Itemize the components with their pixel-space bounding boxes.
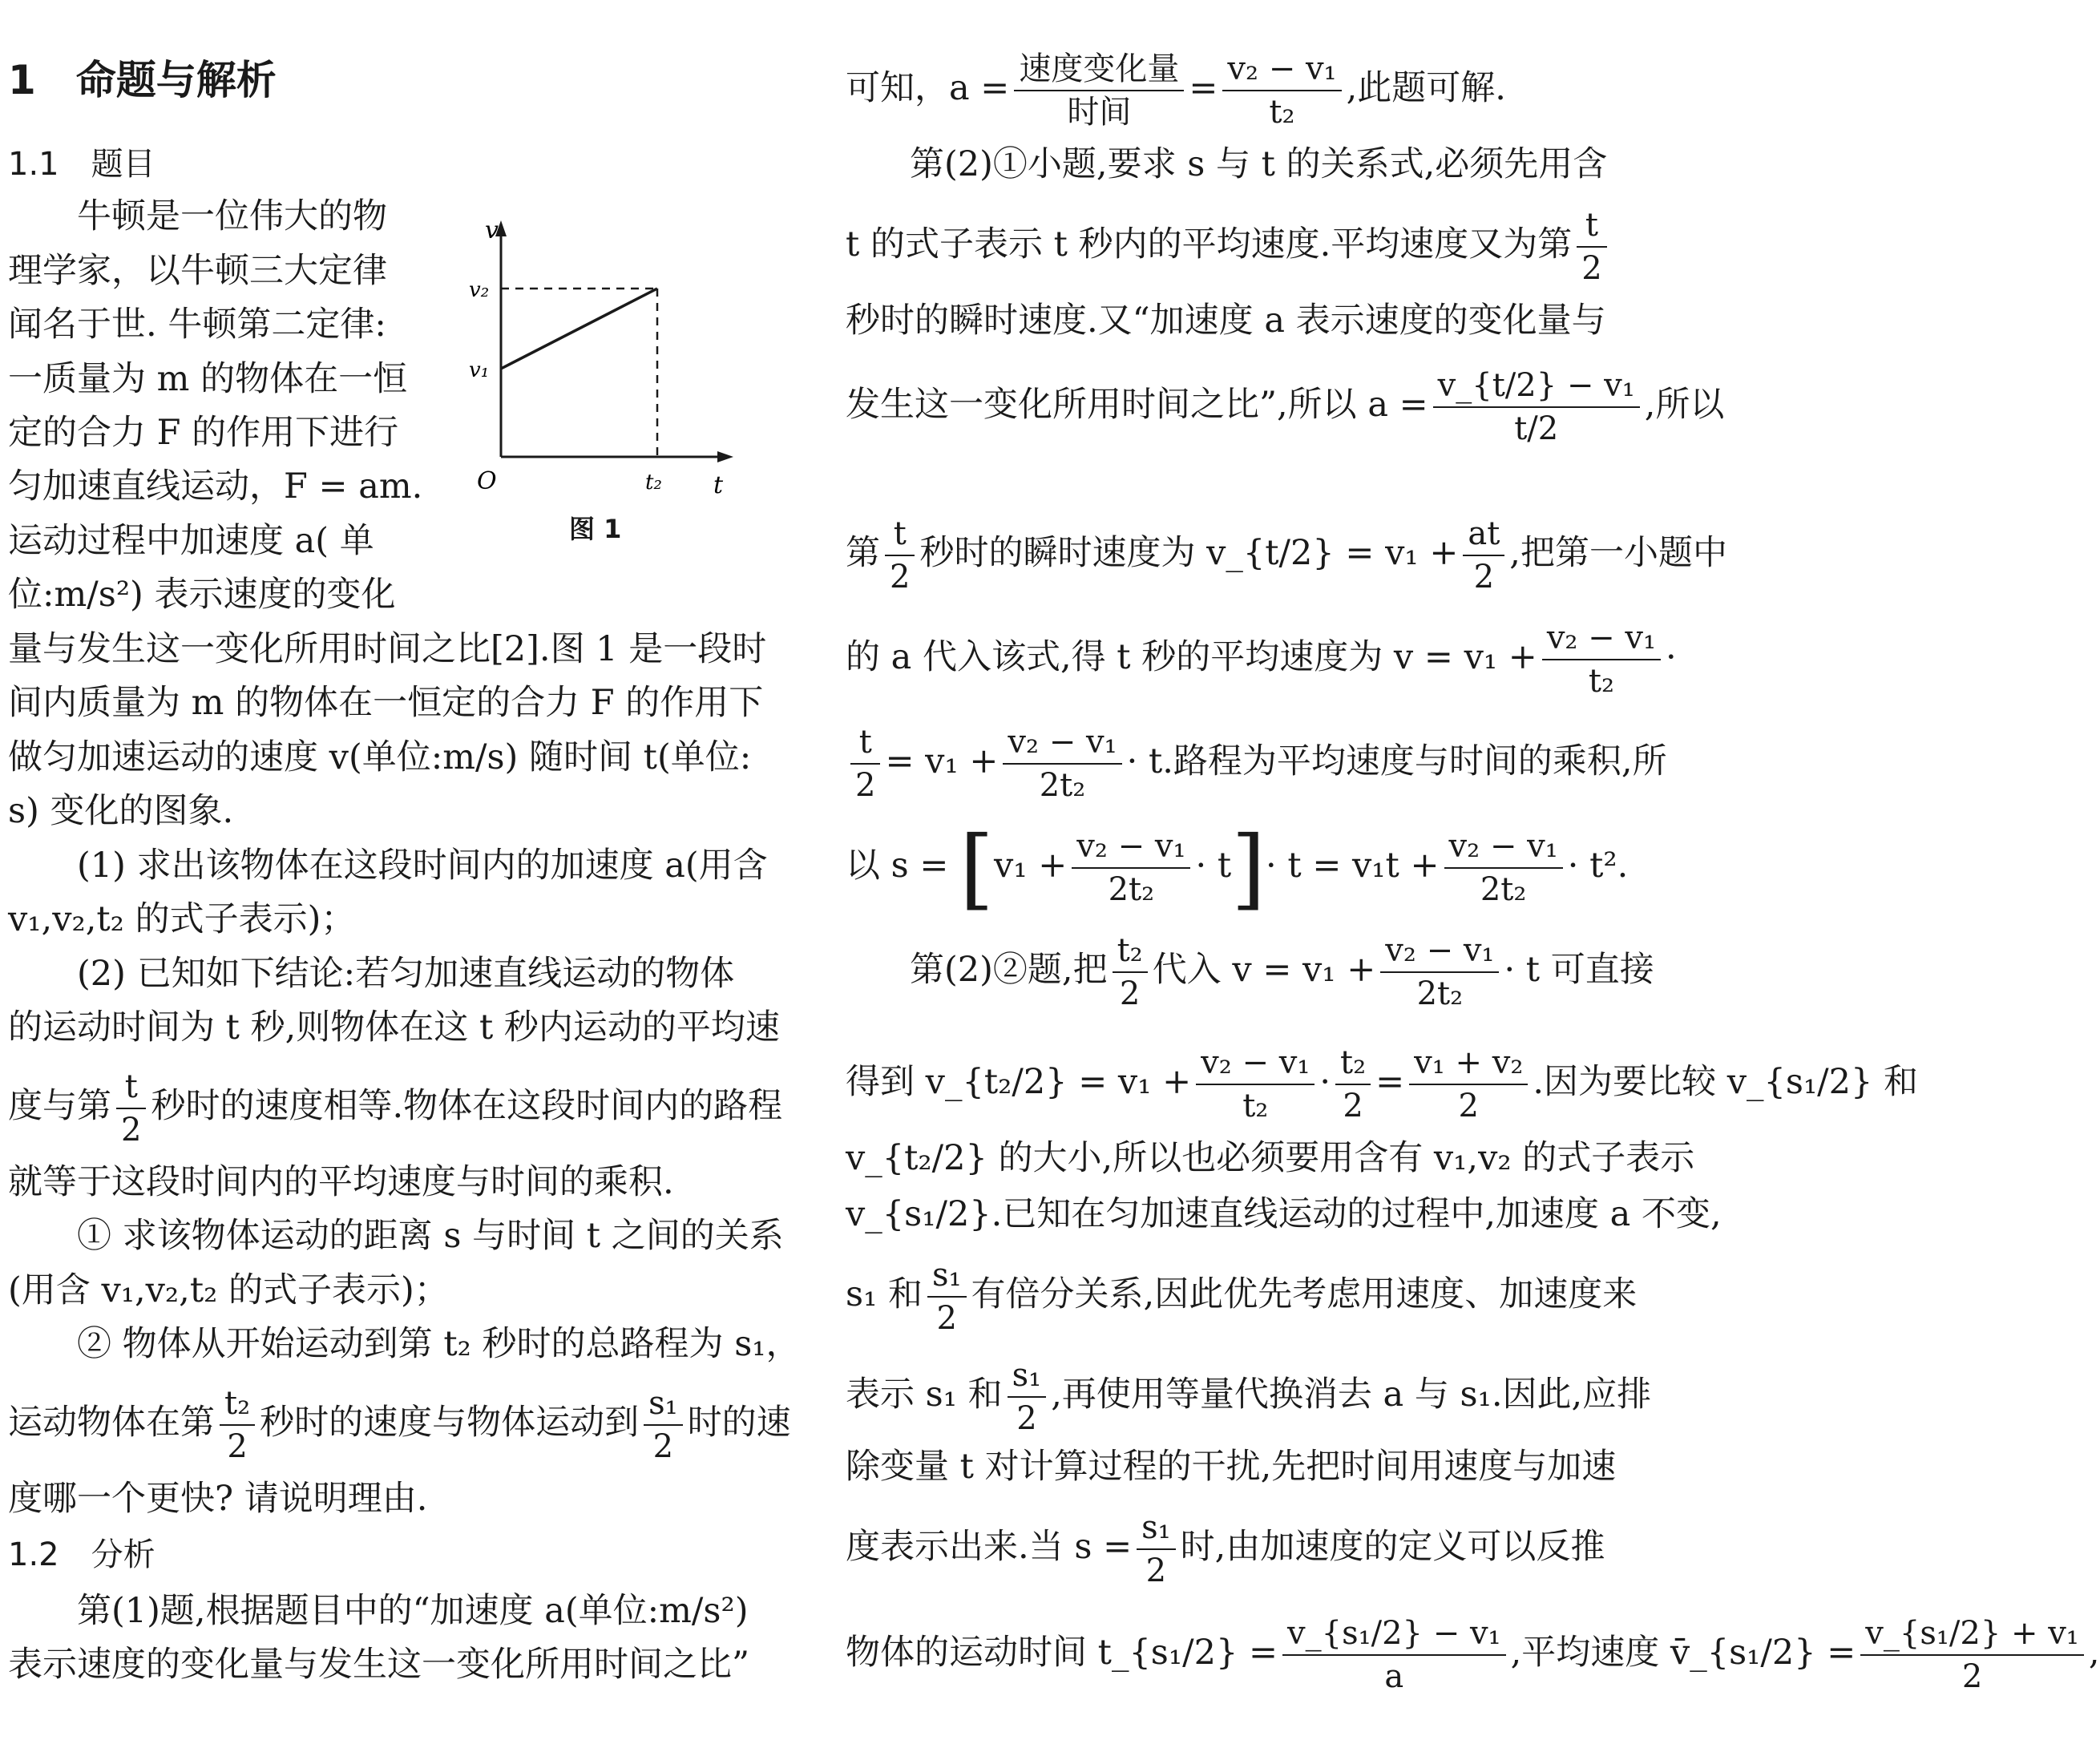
text: · (1666, 637, 1677, 677)
fraction (1014, 48, 1184, 133)
velocity-time-graph (453, 212, 749, 549)
r-line-11 (846, 1042, 1918, 1127)
q2-line: (2) 已知如下结论:若匀加速直线运动的物体 (77, 954, 735, 994)
text: 第 (846, 533, 880, 573)
numerator: v_{s₁/2} − v₁ (1282, 1613, 1506, 1656)
denominator: t₂ (1242, 1088, 1269, 1124)
para1-line: 定的合力 F 的作用下进行 (8, 413, 399, 453)
text: 第(2)②题,把 (910, 950, 1108, 990)
q2b-line: 度哪一个更快? 请说明理由. (8, 1479, 428, 1519)
r-line-1 (846, 48, 1506, 133)
fraction (1196, 1042, 1315, 1127)
numerator: s₁ (1137, 1507, 1176, 1550)
section-title: 1 命题与解析 (8, 57, 277, 103)
numerator: v₂ − v₁ (1072, 826, 1190, 869)
y-axis-label: v (485, 216, 499, 244)
para1-line: 位:m/s²) 表示速度的变化 (8, 575, 396, 615)
text: ,平均速度 v̄_{s₁/2} = (1510, 1633, 1856, 1673)
text: 秒时的瞬时速度为 v_{t/2} = v₁ + (919, 533, 1459, 573)
text: ,此题可解. (1346, 68, 1506, 108)
numerator: v₂ − v₁ (1444, 826, 1563, 869)
para1-full-line: 做匀加速运动的速度 v(单位:m/s) 随时间 t(单位: (8, 737, 752, 777)
para1-line: 闻名于世. 牛顿第二定律: (8, 305, 386, 345)
denominator: 2 (1473, 559, 1495, 595)
para1-line: 匀加速直线运动，F = am. (8, 466, 423, 507)
numerator: at (1463, 513, 1504, 556)
r-line-4: 秒时的瞬时速度.又“加速度 a 表示速度的变化量与 (846, 301, 1606, 341)
v1-label: v₁ (469, 358, 490, 382)
numerator: v₂ − v₁ (1003, 721, 1121, 765)
v2-label: v₂ (469, 278, 490, 302)
numerator: s₁ (644, 1383, 683, 1426)
denominator: 2t₂ (1416, 975, 1464, 1012)
text: 可知，a = (846, 68, 1010, 108)
numerator: t₂ (1113, 930, 1148, 973)
q2a-line: (用含 v₁,v₂,t₂ 的式子表示)； (8, 1270, 449, 1310)
fraction (1463, 513, 1504, 598)
text: ,把第一小题中 (1509, 533, 1727, 573)
text: 秒时的速度与物体运动到 (260, 1403, 640, 1443)
left-bracket: [ (959, 817, 995, 919)
figure-caption: 图 1 (569, 514, 622, 544)
para1-line: 一质量为 m 的物体在一恒 (8, 359, 408, 399)
text: · t². (1567, 846, 1629, 886)
t2-label: t₂ (645, 470, 662, 495)
denominator: 2t₂ (1039, 767, 1086, 804)
denominator: 2 (1961, 1658, 1983, 1695)
r-line-17 (846, 1507, 1605, 1592)
text: · t.路程为平均速度与时间的乘积,所 (1126, 741, 1667, 781)
text: · t = v₁t + (1266, 846, 1440, 886)
denominator: 2t₂ (1108, 871, 1155, 908)
denominator: 2 (227, 1428, 248, 1465)
text: · (1319, 1062, 1331, 1102)
text: 以 s = (846, 846, 949, 886)
text: v₁ + (994, 846, 1068, 886)
numerator: t (116, 1066, 146, 1109)
r-line-5 (846, 365, 1724, 450)
r-line-18 (846, 1613, 2100, 1698)
numerator: v₂ − v₁ (1222, 48, 1341, 91)
denominator: 时间 (1067, 94, 1132, 131)
denominator: t₂ (1588, 663, 1614, 700)
q2-line: 的运动时间为 t 秒,则物体在这 t 秒内运动的平均速 (8, 1007, 780, 1048)
text: · t 可直接 (1504, 950, 1654, 990)
text: 运动物体在第 (8, 1403, 215, 1443)
r-line-15 (846, 1354, 1651, 1439)
text: 度表示出来.当 s = (846, 1527, 1133, 1567)
fraction (1433, 365, 1640, 450)
r-line-12: v_{t₂/2} 的大小,所以也必须要用含有 v₁,v₂ 的式子表示 (846, 1138, 1695, 1178)
velocity-line (501, 289, 657, 369)
text: .因为要比较 v_{s₁/2} 和 (1533, 1062, 1919, 1102)
denominator: 2 (121, 1112, 142, 1149)
numerator: s₁ (1008, 1354, 1047, 1398)
numerator: t (885, 513, 915, 556)
text: 有倍分关系,因此优先考虑用速度、加速度来 (971, 1274, 1638, 1314)
r-line-16: 除变量 t 对计算过程的干扰,先把时间用速度与加速 (846, 1447, 1617, 1487)
text: 发生这一变化所用时间之比”,所以 a = (846, 385, 1428, 425)
denominator: t₂ (1269, 94, 1295, 131)
q2b-line: ② 物体从开始运动到第 t₂ 秒时的总路程为 s₁， (77, 1324, 801, 1364)
para1-line: 牛顿是一位伟大的物 (77, 196, 387, 236)
denominator: 2 (1343, 1088, 1363, 1124)
text: ,再使用等量代换消去 a 与 s₁.因此,应排 (1051, 1375, 1652, 1415)
numerator: v_{t/2} − v₁ (1433, 365, 1640, 408)
numerator: s₁ (927, 1254, 967, 1298)
fraction (1860, 1613, 2084, 1698)
denominator: 2 (652, 1428, 674, 1465)
denominator: 2 (890, 559, 911, 595)
denominator: t/2 (1514, 410, 1559, 447)
text: s₁ 和 (846, 1274, 923, 1314)
numerator: t₂ (1335, 1042, 1371, 1085)
fraction (644, 1383, 683, 1467)
fraction (1222, 48, 1341, 133)
numerator: t (850, 721, 880, 765)
analysis-line: 表示速度的变化量与发生这一变化所用时间之比” (8, 1645, 749, 1685)
text: 时,由加速度的定义可以反推 (1180, 1527, 1605, 1567)
denominator: 2 (1119, 975, 1141, 1012)
fraction (927, 1254, 967, 1339)
text: , (2088, 1633, 2100, 1673)
fraction (1008, 1354, 1047, 1439)
text: 物体的运动时间 t_{s₁/2} = (846, 1633, 1278, 1673)
denominator: 2t₂ (1480, 871, 1527, 908)
r-line-3 (846, 204, 1612, 289)
subsection-1-1-title: 1.1 题目 (8, 146, 155, 183)
denominator: a (1384, 1658, 1404, 1695)
q2b-line-with-fractions (8, 1383, 791, 1467)
numerator: v₂ − v₁ (1380, 930, 1499, 973)
r-line-8 (846, 721, 1667, 806)
fraction (850, 721, 880, 806)
text: 表示 s₁ 和 (846, 1375, 1003, 1415)
r-line-6 (846, 513, 1727, 598)
q2-line: 就等于这段时间内的平均速度与时间的乘积. (8, 1162, 674, 1202)
x-axis-arrow (717, 451, 733, 462)
fraction (1444, 826, 1563, 910)
right-bracket: ] (1231, 817, 1266, 919)
denominator: 2 (1458, 1088, 1479, 1124)
fraction (1113, 930, 1148, 1015)
q1-line: v₁,v₂,t₂ 的式子表示)； (8, 899, 356, 939)
text: · t (1195, 846, 1232, 886)
r-line-14 (846, 1254, 1637, 1339)
text: 代入 v = v₁ + (1152, 950, 1376, 990)
origin-label: O (477, 467, 497, 495)
para1-line: 理学家，以牛顿三大定律 (8, 251, 387, 291)
fraction (1542, 617, 1661, 702)
fraction (1003, 721, 1121, 806)
q2a-line: ① 求该物体运动的距离 s 与时间 t 之间的关系 (77, 1216, 784, 1256)
numerator: t₂ (220, 1383, 255, 1426)
fraction (1409, 1042, 1528, 1127)
fraction (116, 1066, 146, 1151)
denominator: 2 (855, 767, 876, 804)
fraction (1577, 204, 1606, 289)
para1-full-line: 间内质量为 m 的物体在一恒定的合力 F 的作用下 (8, 683, 764, 723)
text: ,所以 (1644, 385, 1725, 425)
denominator: 2 (1581, 250, 1602, 287)
text: 的 a 代入该式,得 t 秒的平均速度为 v = v₁ + (846, 637, 1537, 677)
para1-full-line: 量与发生这一变化所用时间之比[2].图 1 是一段时 (8, 629, 767, 669)
numerator: v₁ + v₂ (1409, 1042, 1528, 1085)
numerator: t (1577, 204, 1606, 248)
text: = (1189, 68, 1218, 108)
r-line-13: v_{s₁/2}.已知在匀加速直线运动的过程中,加速度 a 不变, (846, 1194, 1722, 1234)
fraction (885, 513, 915, 598)
fraction (1335, 1042, 1371, 1127)
q2-line-with-fraction (8, 1066, 782, 1151)
analysis-line: 第(1)题,根据题目中的“加速度 a(单位:m/s²) (77, 1591, 749, 1631)
para1-line: 运动过程中加速度 a( 单 (8, 521, 374, 561)
denominator: 2 (1145, 1552, 1167, 1589)
fraction (1072, 826, 1190, 910)
r-line-7 (846, 617, 1677, 702)
fraction (1137, 1507, 1176, 1592)
q1-line: (1) 求出该物体在这段时间内的加速度 a(用含 (77, 846, 768, 886)
text: 得到 v_{t₂/2} = v₁ + (846, 1062, 1192, 1102)
text: = v₁ + (885, 741, 999, 781)
denominator: 2 (1016, 1400, 1037, 1437)
r-line-10 (910, 930, 1654, 1015)
numerator: v_{s₁/2} + v₁ (1860, 1613, 2084, 1656)
numerator: v₂ − v₁ (1542, 617, 1661, 660)
text: 度与第 (8, 1086, 111, 1126)
r-line-2: 第(2)①小题,要求 s 与 t 的关系式,必须先用含 (910, 144, 1608, 184)
text: 时的速 (687, 1403, 791, 1443)
text: = (1375, 1062, 1405, 1102)
para1-full-line: s) 变化的图象. (8, 791, 234, 831)
subsection-1-2-title: 1.2 分析 (8, 1536, 155, 1573)
x-axis-label: t (713, 471, 724, 499)
text: 秒时的速度相等.物体在这段时间内的路程 (151, 1086, 783, 1126)
numerator: v₂ − v₁ (1196, 1042, 1315, 1085)
numerator: 速度变化量 (1014, 48, 1184, 91)
fraction (220, 1383, 255, 1467)
fraction (1380, 930, 1499, 1015)
denominator: 2 (936, 1300, 957, 1337)
fraction (1282, 1613, 1506, 1698)
r-line-9 (846, 817, 1629, 919)
text: t 的式子表示 t 秒内的平均速度.平均速度又为第 (846, 224, 1573, 264)
